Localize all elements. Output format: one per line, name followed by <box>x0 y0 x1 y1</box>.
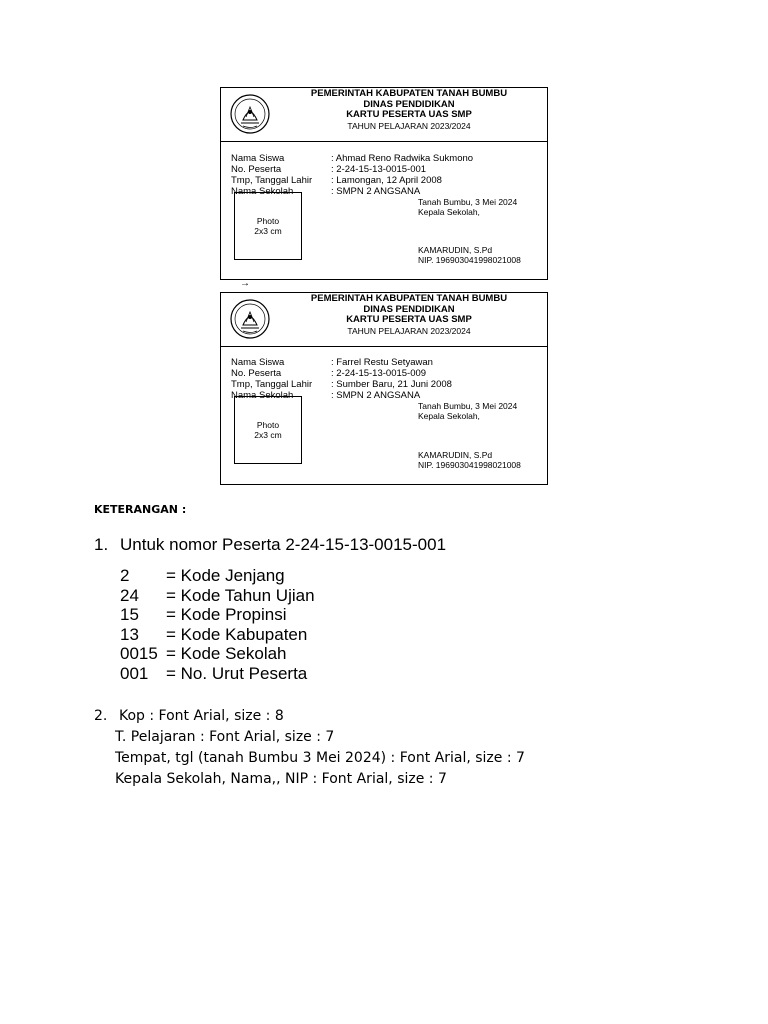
item-number: 2. <box>94 708 108 724</box>
code-row: 001 = No. Urut Peserta <box>120 663 308 683</box>
tempat-tanggal: Tanah Bumbu, 3 Mei 2024 <box>418 401 518 411</box>
kop-line-1: PEMERINTAH KABUPATEN TANAH BUMBU <box>310 293 508 304</box>
code-list <box>120 566 315 683</box>
item-text: Untuk nomor Peserta 2-24-15-13-0015-001 <box>120 535 447 554</box>
field-tempat-tanggal-lahir: Tmp, Tanggal Lahir : Sumber Baru, 21 Juni 2008 <box>231 379 452 390</box>
exam-card-2 <box>220 292 548 485</box>
kop-line-3: KARTU PESERTA UAS SMP <box>346 109 472 120</box>
kop-line-3: KARTU PESERTA UAS SMP <box>346 314 472 325</box>
card-header <box>221 88 547 142</box>
code-row: 24 = Kode Tahun Ujian <box>120 585 315 605</box>
tahun-pelajaran: TAHUN PELAJARAN 2023/2024 <box>347 120 471 131</box>
keterangan-heading: KETERANGAN : <box>94 503 187 516</box>
field-tempat-tanggal-lahir: Tmp, Tanggal Lahir : Lamongan, 12 April 2008 <box>231 175 442 186</box>
note-item-2 <box>94 706 525 790</box>
kop-line-2: DINAS PENDIDIKAN <box>363 303 455 315</box>
jabatan-kepsek: Kepala Sekolah, <box>418 207 480 217</box>
code-row: 15 = Kode Propinsi <box>120 605 287 624</box>
kop-line-1: PEMERINTAH KABUPATEN TANAH BUMBU <box>310 88 508 99</box>
photo-box: Photo 2x3 cm <box>234 396 302 464</box>
field-nama-sekolah: Nama Sekolah : SMPN 2 ANGSANA <box>231 186 421 197</box>
nip-kepsek: NIP. 196903041998021008 <box>418 460 521 470</box>
note-line: Kepala Sekolah, Nama,, NIP : Font Arial, size : 7 <box>115 771 447 787</box>
photo-box: Photo 2x3 cm <box>234 192 302 260</box>
code-row: 2 = Kode Jenjang <box>120 566 285 585</box>
card-body <box>221 142 547 279</box>
field-nama-siswa: Nama Siswa : Farrel Restu Setyawan <box>231 357 433 368</box>
nama-kepsek: KAMARUDIN, S.Pd <box>418 450 493 460</box>
note-line: T. Pelajaran : Font Arial, size : 7 <box>115 729 335 745</box>
field-nama-sekolah: Nama Sekolah : SMPN 2 ANGSANA <box>231 390 421 401</box>
tut-wuri-handayani-logo-icon <box>229 93 271 135</box>
nama-kepsek: KAMARUDIN, S.Pd <box>418 245 493 255</box>
item-number: 1. <box>94 535 109 554</box>
code-row: 0015 = Kode Sekolah <box>120 644 287 663</box>
tut-wuri-handayani-logo-icon <box>229 298 271 340</box>
note-line: Kop : Font Arial, size : 8 <box>119 708 284 724</box>
jabatan-kepsek: Kepala Sekolah, <box>418 411 480 421</box>
card-kop <box>277 89 541 131</box>
nip-kepsek: NIP. 196903041998021008 <box>418 255 521 265</box>
card-header <box>221 293 547 347</box>
card-body <box>221 347 547 484</box>
note-item-1 <box>94 535 446 555</box>
field-no-peserta: No. Peserta : 2-24-15-13-0015-001 <box>231 164 427 175</box>
field-no-peserta: No. Peserta : 2-24-15-13-0015-009 <box>231 368 427 379</box>
code-row: 13 = Kode Kabupaten <box>120 624 308 644</box>
arrow-icon: → <box>240 278 250 289</box>
card-kop <box>277 294 541 336</box>
field-nama-siswa: Nama Siswa : Ahmad Reno Radwika Sukmono <box>231 153 474 164</box>
exam-card-1 <box>220 87 548 280</box>
kop-line-2: DINAS PENDIDIKAN <box>363 98 455 110</box>
tahun-pelajaran: TAHUN PELAJARAN 2023/2024 <box>347 325 471 336</box>
tempat-tanggal: Tanah Bumbu, 3 Mei 2024 <box>418 197 518 207</box>
note-line: Tempat, tgl (tanah Bumbu 3 Mei 2024) : Font Arial, size : 7 <box>115 750 525 766</box>
